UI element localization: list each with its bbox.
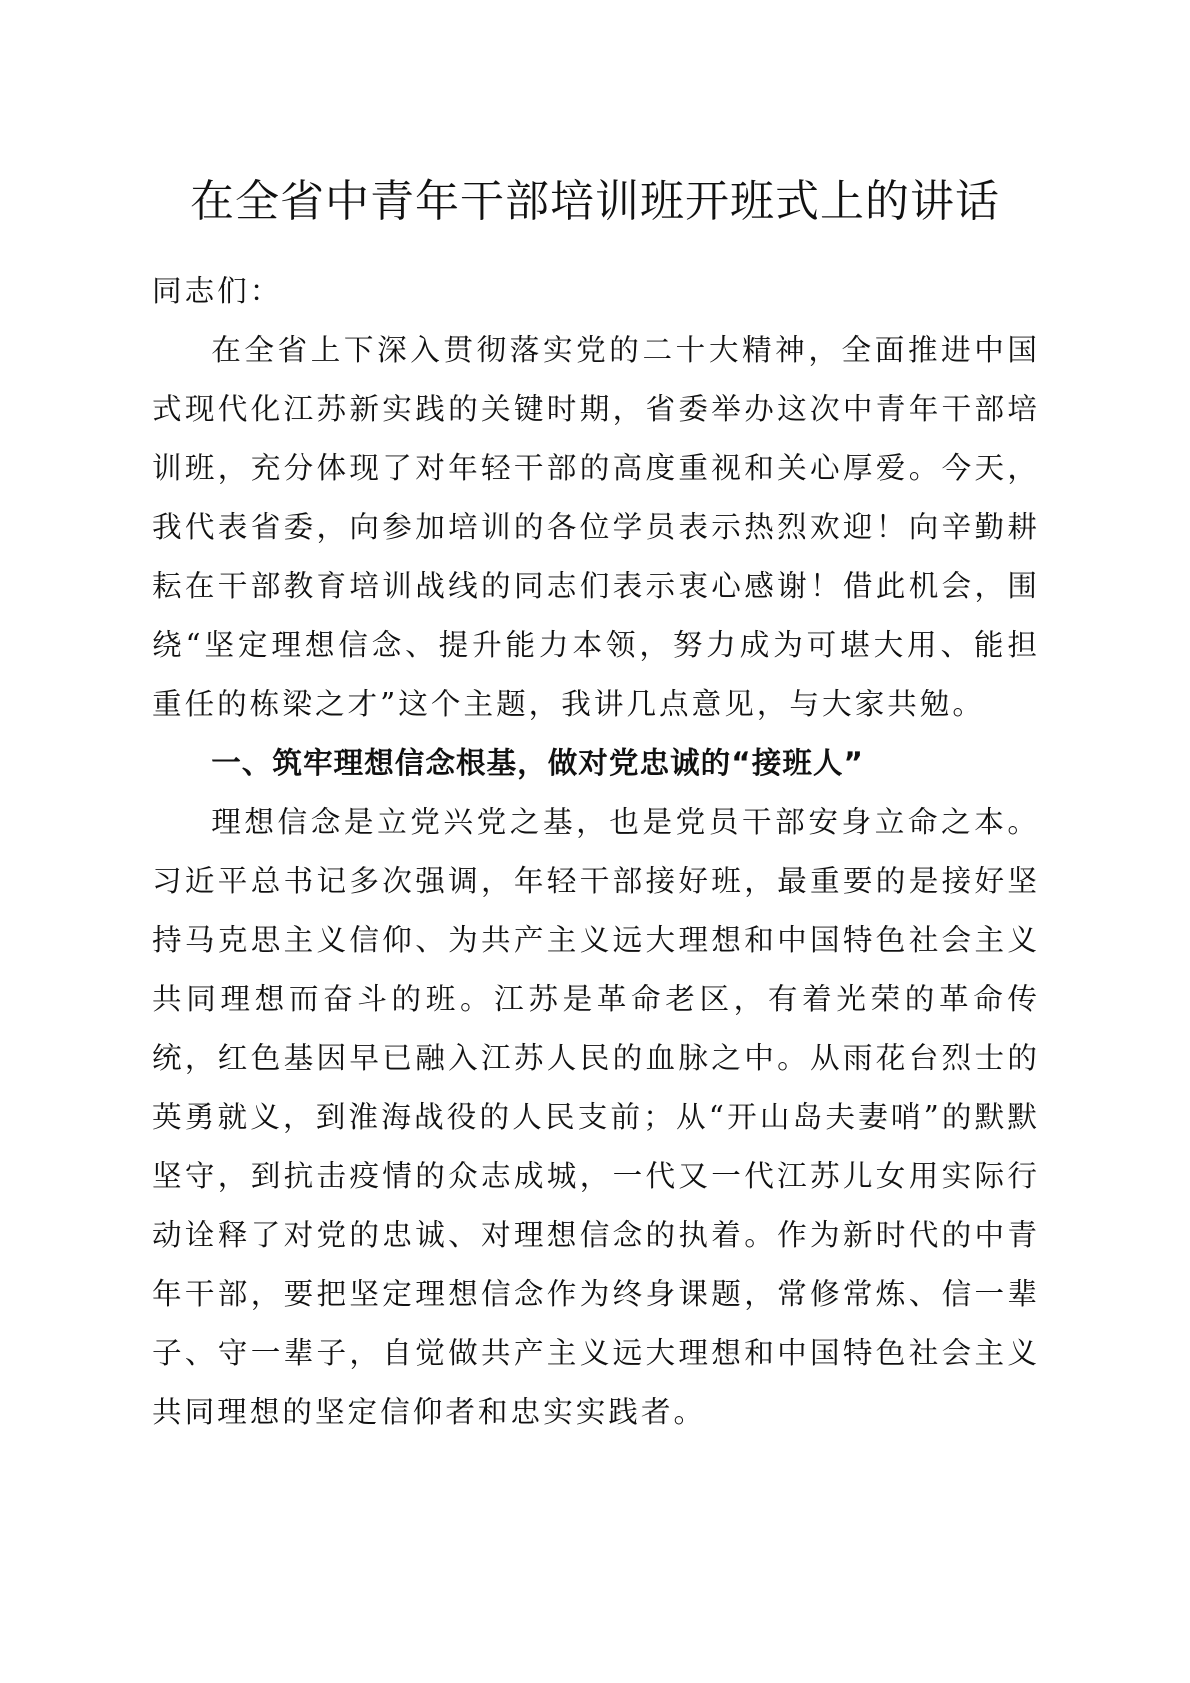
document-title: 在全省中青年干部培训班开班式上的讲话 [190,176,1000,227]
section-heading-1: 一、筑牢理想信念根基，做对党忠诚的“接班人” [211,746,864,780]
paragraph-section-1: 理想信念是立党兴党之基，也是党员干部安身立命之本。习近平总书记多次强调，年轻干部接好班，最重要的是接好坚持马克思主义信仰、为共产主义远大理想和中国特色社会主义共同理想而奋斗的班。江苏是革命老区，有着光荣的革命传统，红色基因早已融入江苏人民的血脉之中。从雨花台烈士的英勇就义，到淮海战役的人民支前；从“开山岛夫妻哨”的默默坚守，到抗击疫情的众志成城，一代又一代江苏儿女用实际行动诠释了对党的忠诚、对理想信念的执着。作为新时代的中青年干部，要把坚定理想信念作为终身课题，常修常炼、信一辈子、守一辈子，自觉做共产主义远大理想和中国特色社会主义共同理想的坚定信仰者和忠实实践者。 [152,805,1040,1429]
paragraph-intro: 在全省上下深入贯彻落实党的二十大精神，全面推进中国式现代化江苏新实践的关键时期，省委举办这次中青年干部培训班，充分体现了对年轻干部的高度重视和关心厚爱。今天，我代表省委，向参加培训的各位学员表示热烈欢迎！向辛勤耕耘在干部教育培训战线的同志们表示衷心感谢！借此机会，围绕“坚定理想信念、提升能力本领，努力成为可堪大用、能担重任的栋梁之才”这个主题，我讲几点意见，与大家共勉。 [152,333,1040,721]
salutation: 同志们： [152,274,283,308]
document-body [152,262,1040,1442]
